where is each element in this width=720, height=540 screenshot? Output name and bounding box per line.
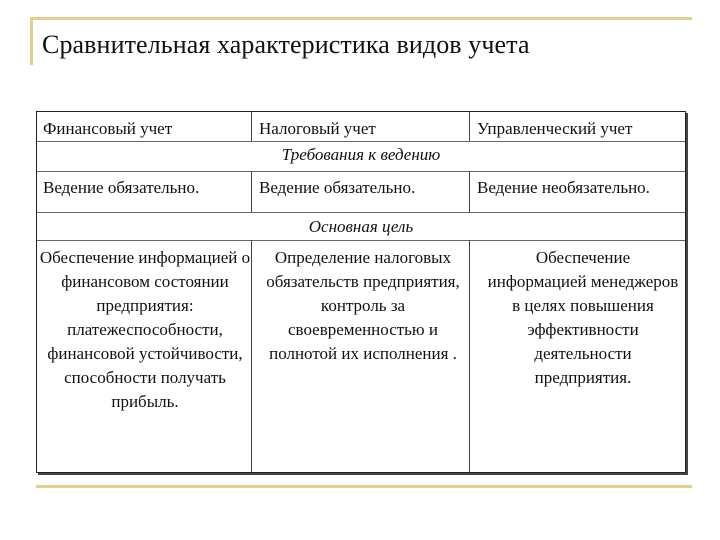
title-frame-top-rule xyxy=(30,17,692,20)
column-header-tax: Налоговый учет xyxy=(259,119,376,138)
goal-management: Обеспечение информацией менеджеров в целях повышения эффективности деятельности предприятия. xyxy=(487,248,679,387)
column-divider xyxy=(469,171,470,212)
title-frame-left-rule xyxy=(30,17,33,65)
row-divider xyxy=(37,141,685,142)
section-heading-requirements: Требования к ведению xyxy=(281,145,441,164)
bottom-rule xyxy=(36,485,692,488)
column-divider xyxy=(251,240,252,472)
goal-tax: Определение налоговых обязательств предприятия, контроль за своевременностью и полнотой их исполнения . xyxy=(266,248,460,363)
requirement-tax: Ведение обязательно. xyxy=(259,178,416,197)
requirement-financial: Ведение обязательно. xyxy=(43,178,200,197)
column-divider xyxy=(251,112,252,141)
row-divider xyxy=(37,171,685,172)
row-divider xyxy=(37,240,685,241)
column-header-financial: Финансовый учет xyxy=(43,119,173,138)
column-divider xyxy=(469,240,470,472)
column-header-management: Управленческий учет xyxy=(477,119,633,138)
row-divider xyxy=(37,212,685,213)
page-title: Сравнительная характеристика видов учета xyxy=(42,30,530,59)
comparison-table xyxy=(36,111,686,473)
requirement-management: Ведение необязательно. xyxy=(477,178,650,197)
column-divider xyxy=(251,171,252,212)
section-heading-goal: Основная цель xyxy=(308,217,414,236)
column-divider xyxy=(469,112,470,141)
goal-financial: Обеспечение информацией о финансовом состоянии предприятия: платежеспособности, финансовой устойчивости, способности получать прибыль. xyxy=(39,248,251,411)
